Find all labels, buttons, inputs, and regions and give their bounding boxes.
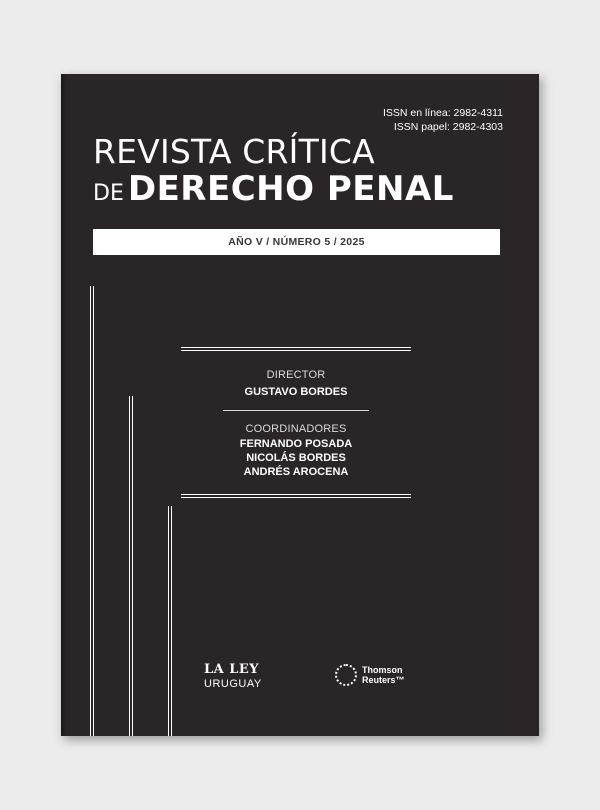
reuters-word: Reuters™ <box>362 675 405 685</box>
book-cover <box>61 74 539 736</box>
decor-vline-3 <box>168 506 172 736</box>
director-block <box>181 369 411 399</box>
director-role: DIRECTOR <box>266 369 326 381</box>
la-ley-logo <box>204 662 262 690</box>
decor-hline-bottom <box>181 494 411 498</box>
title-de: DE <box>93 181 124 206</box>
title-line-2 <box>93 169 454 215</box>
coordinator-name: FERNANDO POSADA <box>239 438 353 450</box>
decor-vline-1 <box>90 286 94 736</box>
decor-hline-middle <box>223 410 369 411</box>
decor-vline-2 <box>129 396 133 736</box>
spine-edge <box>61 74 66 736</box>
decor-hline-top <box>181 347 411 351</box>
coordinator-name: NICOLÁS BORDES <box>246 452 346 464</box>
title-derecho-penal: DERECHO PENAL <box>127 169 454 209</box>
la-ley-country: URUGUAY <box>204 678 262 690</box>
la-ley-wordmark: LA LEY <box>204 662 260 677</box>
thomson-reuters-logo <box>335 664 405 686</box>
issn-online: ISSN en línea: 2982-4311 <box>382 107 503 119</box>
coordinator-name: ANDRÉS AROCENA <box>243 466 349 478</box>
coordinators-role: COORDINADORES <box>245 423 347 435</box>
issue-bar <box>93 229 500 255</box>
thomson-reuters-dots-icon <box>335 664 357 686</box>
issn-block <box>383 106 503 134</box>
title-line-1: REVISTA CRÍTICA <box>93 132 375 171</box>
issn-print: ISSN papel: 2982-4303 <box>393 121 503 133</box>
director-name: GUSTAVO BORDES <box>244 386 348 398</box>
issue-label: AÑO V / NÚMERO 5 / 2025 <box>228 236 365 248</box>
thomson-word: Thomson <box>362 665 403 675</box>
coordinators-block <box>181 423 411 479</box>
thomson-reuters-wordmark <box>362 665 405 685</box>
